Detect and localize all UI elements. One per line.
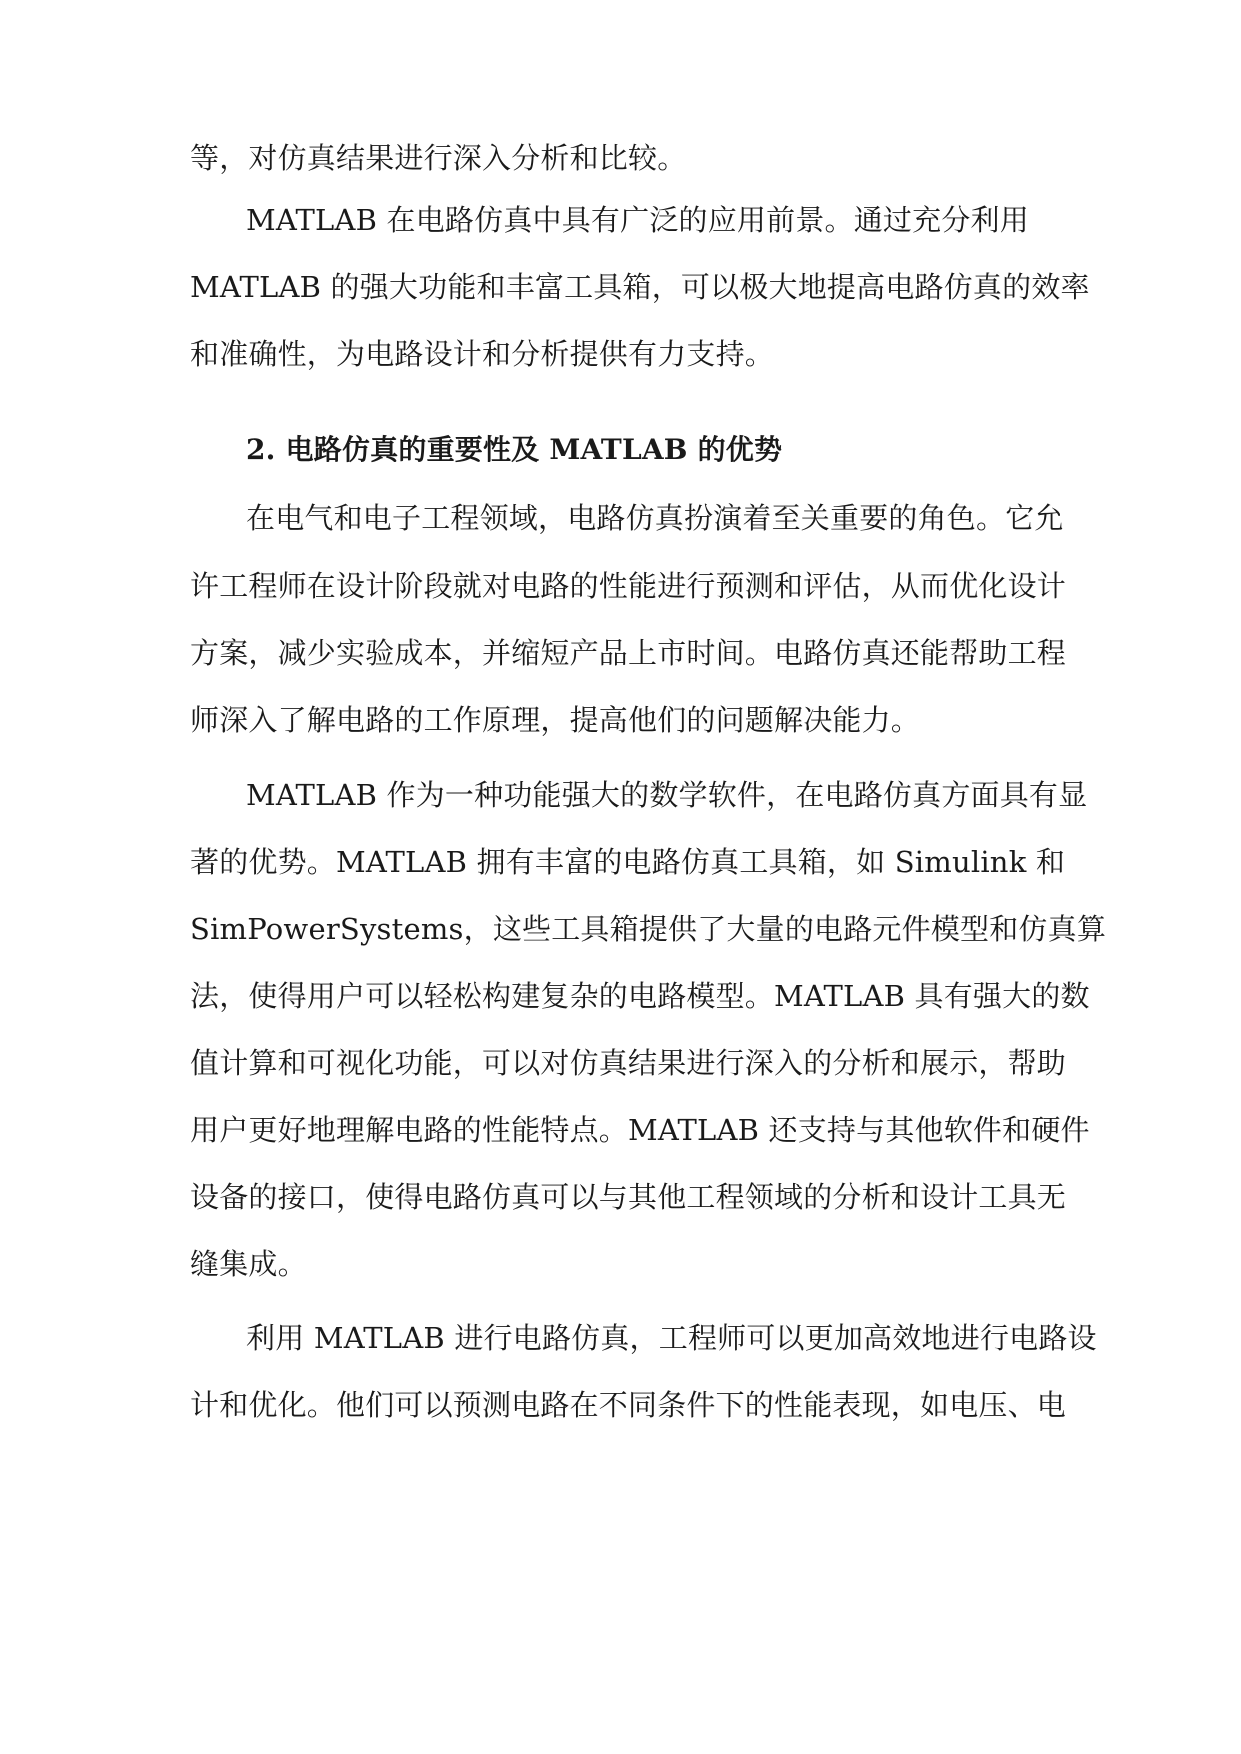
paragraph-line: MATLAB 在电路仿真中具有广泛的应用前景。通过充分利用 (246, 203, 1029, 237)
paragraph-line: 师深入了解电路的工作原理，提高他们的问题解决能力。 (190, 703, 921, 737)
paragraph-line: 设备的接口，使得电路仿真可以与其他工程领域的分析和设计工具无 (190, 1180, 1067, 1214)
paragraph-line: 计和优化。他们可以预测电路在不同条件下的性能表现，如电压、电 (190, 1388, 1067, 1422)
paragraph-line: 缝集成。 (190, 1247, 307, 1281)
paragraph-line: 方案，减少实验成本，并缩短产品上市时间。电路仿真还能帮助工程 (190, 636, 1067, 670)
paragraph-line: 许工程师在设计阶段就对电路的性能进行预测和评估，从而优化设计 (190, 569, 1067, 603)
paragraph-line: MATLAB 的强大功能和丰富工具箱，可以极大地提高电路仿真的效率 (190, 270, 1090, 304)
paragraph-line: MATLAB 作为一种功能强大的数学软件，在电路仿真方面具有显 (246, 778, 1088, 812)
paragraph-line: 值计算和可视化功能，可以对仿真结果进行深入的分析和展示，帮助 (190, 1046, 1067, 1080)
paragraph-line: 和准确性，为电路设计和分析提供有力支持。 (190, 337, 775, 371)
paragraph-line: 著的优势。MATLAB 拥有丰富的电路仿真工具箱，如 Simulink 和 (190, 845, 1066, 879)
paragraph-line: 用户更好地理解电路的性能特点。MATLAB 还支持与其他软件和硬件 (190, 1113, 1090, 1147)
paragraph-line: 法，使得用户可以轻松构建复杂的电路模型。MATLAB 具有强大的数 (190, 979, 1090, 1013)
paragraph-line: SimPowerSystems，这些工具箱提供了大量的电路元件模型和仿真算 (190, 912, 1107, 946)
paragraph-line: 等，对仿真结果进行深入分析和比较。 (190, 141, 687, 175)
paragraph-line: 利用 MATLAB 进行电路仿真，工程师可以更加高效地进行电路设 (246, 1321, 1097, 1355)
paragraph-line: 在电气和电子工程领域，电路仿真扮演着至关重要的角色。它允 (246, 501, 1064, 535)
section-heading: 2. 电路仿真的重要性及 MATLAB 的优势 (246, 433, 783, 466)
